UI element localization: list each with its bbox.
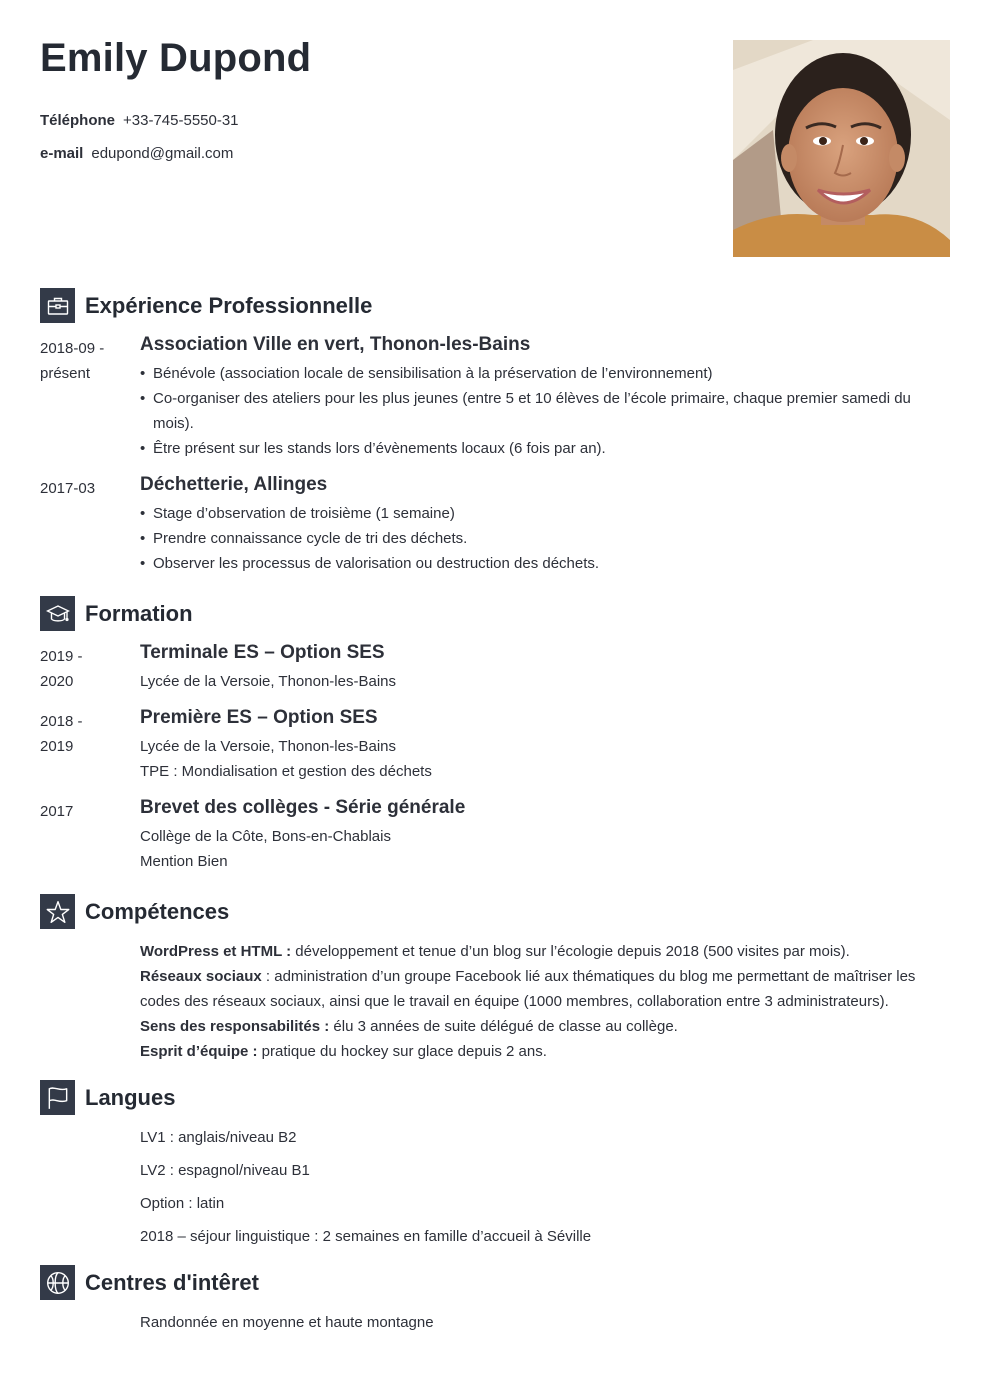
phone-value: +33-745-5550-31 [123,112,239,129]
bullet-item: • Co-organiser des ateliers pour les plus jeunes (entre 5 et 10 élèves de l’école primaire, chaque premier samedi du mois). [140,386,950,436]
education-entry [40,799,950,874]
bullet-item: • Être présent sur les stands lors d’évènements locaux (6 fois par an). [140,436,950,461]
skill-text: élu 3 années de suite délégué de classe au collège. [329,1018,678,1035]
email-contact [40,145,233,162]
language-item: LV2 : espagnol/niveau B1 [140,1162,310,1179]
section-languages [40,1080,175,1115]
experience-entry [40,476,950,576]
entry-title: Première ES – Option SES [140,707,378,728]
date-start: 2019 - [40,648,83,665]
education-title: Formation [85,600,193,626]
language-item: LV1 : anglais/niveau B2 [140,1129,297,1146]
date-end: 2020 [40,673,74,690]
entry-detail: Mention Bien [140,853,228,870]
skills-title: Compétences [85,898,230,924]
experience-entry [40,336,950,461]
experience-title: Expérience Professionnelle [85,292,373,318]
bullet-item: • Observer les processus de valorisation ou destruction des déchets. [140,551,950,576]
interests-list [140,1310,930,1335]
section-interests [40,1265,259,1300]
skills-list [140,939,930,1064]
entry-detail: Collège de la Côte, Bons-en-Chablais [140,828,391,845]
graduation-cap-icon [40,596,75,631]
candidate-name: Emily Dupond [40,36,312,80]
interest-item: Randonnée en moyenne et haute montagne [140,1314,434,1331]
phone-contact [40,112,239,129]
star-icon [40,894,75,929]
date-end: 2019 [40,738,74,755]
date-start: 2018 - [40,713,83,730]
bullet-item: • Stage d’observation de troisième (1 semaine) [140,501,950,526]
skill-text: pratique du hockey sur glace depuis 2 ans. [257,1043,547,1060]
bullet-list [140,501,950,576]
interests-title: Centres d'intêret [85,1269,259,1295]
bullet-list [140,361,950,461]
skill-label: Réseaux sociaux [140,968,262,985]
entry-title: Terminale ES – Option SES [140,642,385,663]
profile-photo [733,40,950,257]
languages-title: Langues [85,1084,176,1110]
entry-date [40,476,130,501]
email-value: edupond@gmail.com [91,145,234,162]
skill-item [140,964,930,1014]
email-label: e-mail [40,145,84,162]
bullet-item: • Bénévole (association locale de sensibilisation à la préservation de l’environnement) [140,361,950,386]
section-experience [40,288,372,323]
section-skills [40,894,229,929]
bullet-item: • Prendre connaissance cycle de tri des déchets. [140,526,950,551]
entry-title: Association Ville en vert, Thonon-les-Bains [140,334,531,355]
date-start: 2017-03 [40,480,96,497]
education-entry [40,644,950,694]
date-end: présent [40,365,91,382]
language-item: Option : latin [140,1195,225,1212]
skill-label: Sens des responsabilités : [140,1018,330,1035]
entry-title: Brevet des collèges - Série générale [140,797,466,818]
flag-icon [40,1080,75,1115]
skill-label: Esprit d’équipe : [140,1043,258,1060]
entry-detail: TPE : Mondialisation et gestion des déchets [140,763,432,780]
languages-list [140,1125,930,1257]
skill-label: WordPress et HTML : [140,943,292,960]
briefcase-icon [40,288,75,323]
basketball-icon [40,1265,75,1300]
language-item: 2018 – séjour linguistique : 2 semaines en famille d’accueil à Séville [140,1228,592,1245]
entry-title: Déchetterie, Allinges [140,474,328,495]
portrait-illustration-icon [733,40,950,257]
entry-detail: Lycée de la Versoie, Thonon-les-Bains [140,738,396,755]
date-start: 2017 [40,803,74,820]
date-start: 2018-09 - [40,340,105,357]
skill-item [140,939,930,964]
skill-item [140,1039,930,1064]
education-entry [40,709,950,784]
entry-date [40,644,130,694]
entry-date [40,336,130,386]
entry-date [40,709,130,759]
entry-date [40,799,130,824]
phone-label: Téléphone [40,112,116,129]
section-education [40,596,193,631]
skill-item [140,1014,930,1039]
entry-detail: Lycée de la Versoie, Thonon-les-Bains [140,673,396,690]
skill-text: développement et tenue d’un blog sur l’écologie depuis 2018 (500 visites par mois). [291,943,850,960]
skill-text: : administration d’un groupe Facebook lié aux thématiques du blog me permettant de maîtriser les codes des réseaux sociaux, ainsi que le travail en équipe (1000 membres, collaboration entre 3 administrateurs). [140,968,916,1010]
